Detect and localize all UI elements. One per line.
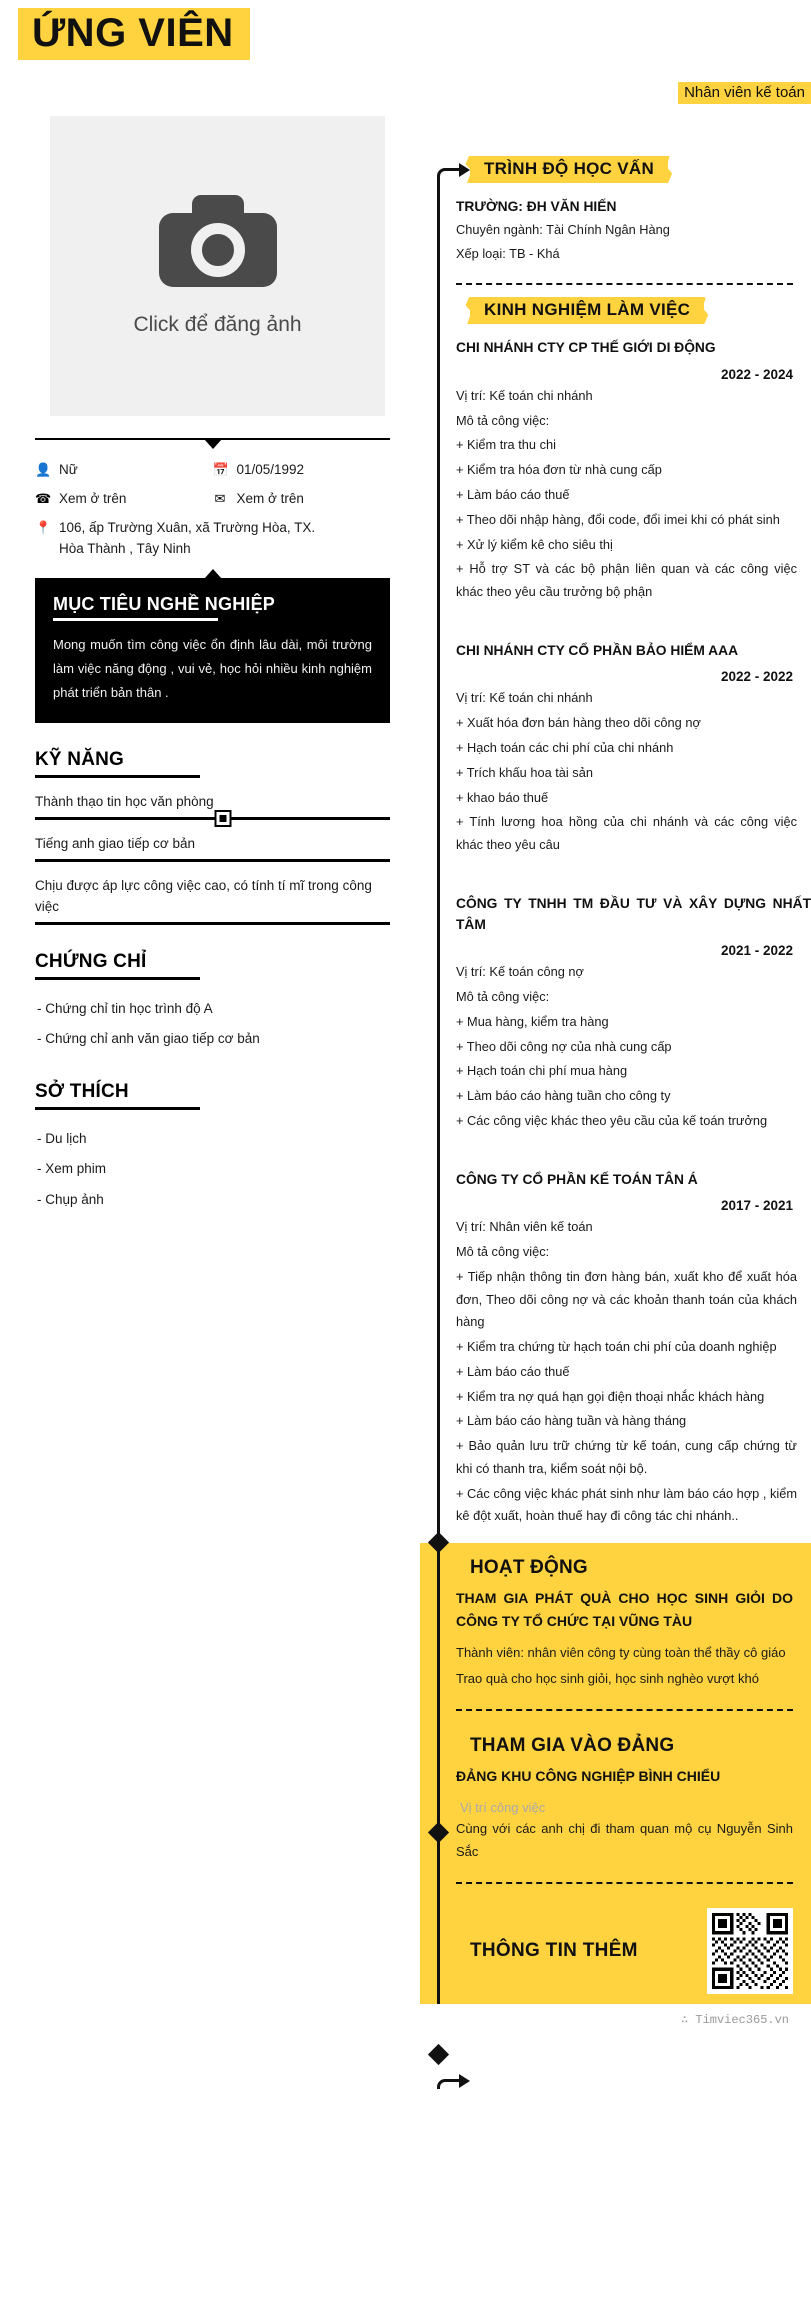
education-details <box>456 218 811 268</box>
experience-details <box>456 960 811 1133</box>
experience-entry <box>456 324 811 605</box>
education-entry <box>456 183 811 267</box>
party-placeholder[interactable]: Vị trí công việc <box>460 1800 546 1816</box>
list-item: - Xem phim <box>37 1161 107 1177</box>
experience-line: + Các công việc khác phát sinh như làm báo cáo hợp , kiểm kê đột xuất, hoàn thuế hay đi công tác chi nhánh.. <box>456 1485 797 1524</box>
certificates-rule <box>35 977 200 980</box>
experience-line: + Hạch toán chi phí mua hàng <box>456 1063 628 1079</box>
qr-code-icon[interactable] <box>707 1908 793 1994</box>
education-section <box>456 156 811 267</box>
experience-section <box>456 297 811 1543</box>
contact-gender[interactable] <box>35 456 213 485</box>
experience-line: + Trích khấu hoa tài sản <box>456 764 593 780</box>
objective-rule <box>53 618 218 621</box>
skill-slider[interactable] <box>35 859 390 862</box>
experience-details <box>456 1215 811 1529</box>
cv-header <box>0 0 811 100</box>
more-info-tag: THÔNG TIN THÊM <box>470 1939 638 1961</box>
experience-entry <box>456 627 811 858</box>
timeline-arrow-icon <box>430 168 458 186</box>
contact-top-divider <box>35 438 390 440</box>
experience-line: Mô tả công việc: <box>456 1244 550 1260</box>
experience-line: Mô tả công việc: <box>456 988 550 1004</box>
certificates-section <box>35 951 390 1055</box>
list-item: - Du lịch <box>37 1130 87 1146</box>
timeline <box>420 156 811 1543</box>
experience-line: Vị trí: Kế toán công nợ <box>456 964 584 980</box>
camera-icon <box>159 195 277 287</box>
activities-title: THAM GIA PHÁT QUÀ CHO HỌC SINH GIỎI DO CÔNG TY TỔ CHỨC TẠI VŨNG TÀU <box>456 1590 793 1630</box>
experience-entry <box>456 1156 811 1530</box>
experience-line: + Mua hàng, kiểm tra hàng <box>456 1013 609 1029</box>
section-separator <box>456 1882 793 1884</box>
skill-item <box>35 876 390 925</box>
experience-line: + Làm báo cáo thuế <box>456 1363 570 1379</box>
experience-line: + Hạch toán các chi phí của chi nhánh <box>456 740 674 756</box>
skill-label: Chịu được áp lực công việc cao, có tính tí mĩ trong công việc <box>35 877 372 914</box>
timeline-spine-bottom <box>437 1543 440 2004</box>
experience-line: + Xuất hóa đơn bán hàng theo dõi công nợ <box>456 715 701 731</box>
timeline-spine <box>437 176 440 1543</box>
experience-line: + Kiểm tra hóa đơn từ nhà cung cấp <box>456 462 662 478</box>
experience-date: 2022 - 2022 <box>720 669 793 685</box>
contact-phone[interactable] <box>35 485 213 514</box>
list-item: - Chứng chỉ anh văn giao tiếp cơ bản <box>37 1031 260 1047</box>
party-tag: THAM GIA VÀO ĐẢNG <box>470 1735 675 1757</box>
hobbies-heading: SỞ THÍCH <box>35 1080 129 1102</box>
experience-entry <box>456 880 811 1134</box>
experience-line: + Kiểm tra chứng từ hạch toán chi phí của doanh nghiệp <box>456 1339 777 1355</box>
experience-line: Mô tả công việc: <box>456 412 550 428</box>
watermark: ∴ Timviec365.vn <box>0 2004 811 2037</box>
phone-icon: ☎ <box>35 490 52 506</box>
skill-item <box>35 792 390 820</box>
skill-label: Thành thạo tin học văn phòng <box>35 793 214 809</box>
objective-text: Mong muốn tìm công việc ổn định lâu dài, môi trường làm việc năng động , vui vẻ, học hỏi nhiều kinh nghiệm phát triển bản thân . <box>53 636 372 700</box>
experience-line: Vị trí: Kế toán chi nhánh <box>456 387 593 403</box>
more-info-section <box>456 1894 811 2004</box>
contact-address-value <box>59 518 315 560</box>
experience-company: CHI NHÁNH CTY CỔ PHẦN BẢO HIỂM AAA <box>456 642 739 658</box>
contact-address[interactable] <box>35 514 390 564</box>
photo-upload-label: Click để đăng ảnh <box>133 313 302 336</box>
activities-tag: HOẠT ĐỘNG <box>470 1557 588 1579</box>
location-pin-icon: 📍 <box>35 519 52 535</box>
experience-line: Vị trí: Nhân viên kế toán <box>456 1219 593 1235</box>
experience-date: 2021 - 2022 <box>720 943 793 959</box>
experience-line: + Kiểm tra nợ quá hạn gọi điện thoại nhắc khách hàng <box>456 1388 765 1404</box>
contact-birthday[interactable] <box>213 456 391 485</box>
timeline-bottom <box>420 1543 811 2004</box>
experience-line: + Kiểm tra thu chi <box>456 437 556 453</box>
contact-email-value: Xem ở trên <box>236 490 304 506</box>
hobbies-rule <box>35 1107 200 1110</box>
timeline-diamond-icon <box>428 1822 449 1843</box>
education-grade: Xếp loại: TB - Khá <box>456 246 560 262</box>
experience-line: + Hỗ trợ ST và các bộ phận liên quan và các công việc khác theo yêu cầu trưởng bộ phận <box>456 561 797 600</box>
experience-line: + Làm báo cáo hàng tuần cho công ty <box>456 1088 671 1104</box>
left-column <box>0 100 420 1215</box>
experience-line: + Các công việc khác theo yêu cầu của kế toán trưởng <box>456 1112 768 1128</box>
experience-line: + Bảo quản lưu trữ chứng từ kế toán, cung cấp chứng từ khi có thanh tra, kiểm soát nội bộ. <box>456 1438 797 1476</box>
experience-line: + Tiếp nhận thông tin đơn hàng bán, xuất kho để xuất hóa đơn, Theo dõi công nợ và các khoản thanh toán của khách hàng <box>456 1268 797 1330</box>
experience-company: CÔNG TY TNHH TM ĐẦU TƯ VÀ XÂY DỰNG NHẤT TÂM <box>456 895 811 932</box>
skill-slider-knob[interactable] <box>217 812 230 825</box>
experience-date: 2017 - 2021 <box>720 1198 793 1214</box>
activities-line: Trao quà cho học sinh giỏi, học sinh nghèo vượt khó <box>456 1670 759 1686</box>
education-school: TRƯỜNG: ĐH VĂN HIẾN <box>456 199 617 214</box>
timeline-arrow-icon-bottom <box>430 2079 458 2097</box>
cv-columns <box>0 100 811 2004</box>
mail-icon: ✉ <box>214 490 226 506</box>
right-column <box>420 100 811 2004</box>
job-title-badge: Nhân viên kế toán <box>678 82 811 104</box>
party-title: ĐẢNG KHU CÔNG NGHIỆP BÌNH CHIỂU <box>456 1768 721 1785</box>
skills-rule <box>35 775 200 778</box>
section-separator <box>456 1709 793 1711</box>
certificates-heading: CHỨNG CHỈ <box>35 950 147 972</box>
experience-company: CÔNG TY CỔ PHẦN KẾ TOÁN TÂN Á <box>456 1171 698 1187</box>
contact-email[interactable] <box>213 485 391 514</box>
party-section <box>456 1721 811 1876</box>
experience-line: + Tính lương hoa hồng của chi nhánh và các công việc khác theo yêu câu <box>456 814 797 853</box>
experience-company: CHI NHÁNH CTY CP THẾ GIỚI DI ĐỘNG <box>456 340 716 356</box>
skills-heading: KỸ NĂNG <box>35 748 125 770</box>
contact-bottom-divider <box>35 578 390 580</box>
skill-item <box>35 834 390 862</box>
calendar-icon: 📅 <box>212 462 229 477</box>
objective-section <box>35 580 390 723</box>
contact-address-line1: 106, ấp Trường Xuân, xã Trường Hòa, TX. <box>59 519 316 535</box>
yellow-panel <box>420 1543 811 2004</box>
page-title: ỨNG VIÊN <box>18 8 250 60</box>
timeline-diamond-icon <box>428 2044 449 2065</box>
experience-details <box>456 384 811 605</box>
activities-section <box>456 1543 811 1703</box>
experience-details <box>456 686 811 857</box>
skill-label: Tiếng anh giao tiếp cơ bản <box>35 835 195 851</box>
experience-line: + Làm báo cáo thuế <box>456 486 570 502</box>
experience-date: 2022 - 2024 <box>720 366 793 382</box>
photo-upload-area[interactable] <box>50 116 385 416</box>
contact-section <box>35 438 390 580</box>
education-tag: TRÌNH ĐỘ HỌC VẤN <box>470 156 668 183</box>
experience-line: + khao báo thuế <box>456 789 549 805</box>
section-separator <box>456 283 793 285</box>
experience-line: + Theo dõi công nợ của nhà cung cấp <box>456 1038 672 1054</box>
hobbies-list <box>35 1124 390 1216</box>
skills-section <box>35 749 390 925</box>
certificates-list <box>35 994 390 1055</box>
contact-gender-value: Nữ <box>59 462 78 477</box>
party-line: Cùng với các anh chị đi tham quan mộ cụ Nguyễn Sinh Sắc <box>456 1821 793 1859</box>
skill-slider[interactable] <box>35 922 390 925</box>
list-item: - Chứng chỉ tin học trình độ A <box>37 1000 213 1016</box>
experience-line: Vị trí: Kế toán chi nhánh <box>456 690 593 706</box>
experience-line: + Theo dõi nhập hàng, đổi code, đổi imei khi có phát sinh <box>456 511 780 527</box>
objective-heading: MỤC TIÊU NGHỀ NGHIỆP <box>53 593 276 614</box>
experience-tag: KINH NGHIỆM LÀM VIỆC <box>470 297 704 324</box>
skill-slider[interactable] <box>35 817 390 820</box>
education-major: Chuyên ngành: Tài Chính Ngân Hàng <box>456 221 670 237</box>
experience-line: + Xử lý kiểm kê cho siêu thị <box>456 536 613 552</box>
activities-line: Thành viên: nhân viên công ty cùng toàn thể thầy cô giáo <box>456 1645 786 1661</box>
contact-birthday-value: 01/05/1992 <box>236 462 305 477</box>
contact-address-line2: Hòa Thành , Tây Ninh <box>59 540 191 556</box>
hobbies-section <box>35 1081 390 1216</box>
experience-line: + Làm báo cáo hàng tuần và hàng tháng <box>456 1413 687 1429</box>
contact-grid <box>35 440 390 578</box>
list-item: - Chụp ảnh <box>37 1191 104 1207</box>
person-icon: 👤 <box>35 462 52 477</box>
contact-phone-value: Xem ở trên <box>59 490 127 506</box>
